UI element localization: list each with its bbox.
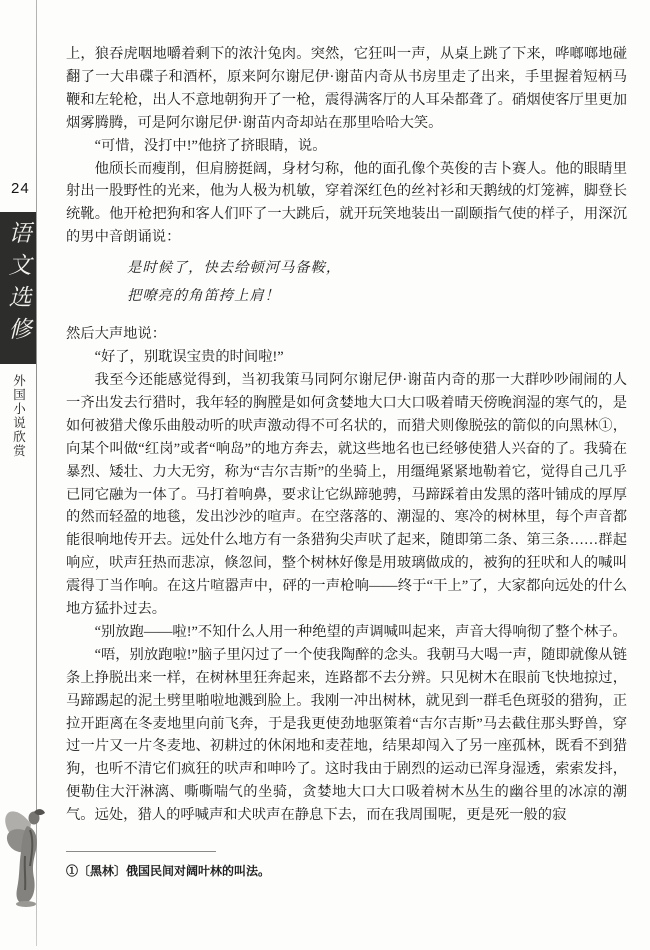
footnote-block [66,851,546,879]
paragraph: 然后大声地说： [66,326,167,343]
paragraph: “好了，别耽误宝贵的时间啦!” [94,349,284,366]
poem-line: 是时候了，快去给顿河马备鞍， [127,260,342,277]
poem-line: 把嘹亮的角笛挎上肩！ [127,288,280,305]
paragraph: 我至今还能感觉得到，当初我策马同阿尔谢尼伊·谢苗内奇的那一大群吵吵闹闹的人一齐出发去行猎时，我年轻的胸膛是如何贪婪地大口大口吸着晴天傍晚润湿的寒气的，是如何被猎犬像乐曲般动听的吠声激动得不可名状的，而猎犬则像脱弦的箭似的向黑林①，向某个叫做“红岗”或者“响岛”的地方奔去，就这些地名也已经够使猎人兴奋的了。我骑在暴烈、矮壮、力大无穷，称为“吉尔吉斯”的坐骑上，用缰绳紧紧地勒着它，觉得自己几乎已同它融为一体了。马打着响鼻，要求让它纵蹄驰骋，马蹄踩着由发黑的落叶铺成的厚厚的然而轻盈的地毯，发出沙沙的喧声。在空落落的、潮湿的、寒冷的树林里，每个声音都能很响地传开去。远处什么地方有一条猎狗尖声吠了起来，随即第二条、第三条……群起响应，吠声狂热而悲凉，倏忽间，整个树林好像是用玻璃做成的，被狗的狂吠和人的喊叫震得丁当作响。在这片喧嚣声中，砰的一声枪响——终于“干上”了，大家都向远处的什么地方猛扑过去。 [66,371,627,618]
paragraph: “唔，别放跑啦!”脑子里闪过了一个使我陶醉的念头。我朝马大喝一声，随即就像从链条上挣脱出来一样，在树林里狂奔起来，连路都不去分辨。只见树木在眼前飞快地掠过，马蹄踢起的泥土劈里啪啦地溅到脸上。我刚一冲出树林，就见到一群毛色斑驳的猎狗，正拉开距离在冬麦地里向前飞奔，于是我更使劲地驱策着“吉尔吉斯”马去截住那头野兽，穿过一片又一片冬麦地、初耕过的休闲地和麦茬地，结果却闯入了另一座孤林，既看不到猎狗，也听不清它们疯狂的吠声和呻吟了。这时我由于剧烈的运动已浑身湿透，索索发抖，便勒住大汗淋漓、嘶嘶喘气的坐骑，贪婪地大口大口吸着树木丛生的幽谷里的冰凉的潮气。远处，猎人的呼喊声和犬吠声在静息下去，而在我周围呢，更是死一般的寂 [66,646,627,824]
book-subtitle-text: 外国小说欣赏 [11,374,26,458]
book-subtitle [0,374,37,458]
angel-base [16,901,36,907]
paragraph: 上，狼吞虎咽地嚼着剩下的浓汁兔肉。突然，它狂叫一声，从桌上跳了下来，哗啷啷地碰翻了一大串碟子和酒杯，原来阿尔谢尼伊·谢苗内奇从书房里走了出来，手里握着短柄马鞭和左轮枪，出人不意地朝狗开了一枪，震得满客厅的人耳朵都聋了。硝烟使客厅里更加烟雾腾腾，可是阿尔谢尼伊·谢苗内奇却站在那里哈哈大笑。 [66,46,627,131]
sidebar-divider-line [36,0,37,946]
paragraph: 他颀长而瘦削，但肩膀挺阔，身材匀称，他的面孔像个英俊的吉卜赛人。他的眼睛里射出一股野性的光来，他为人极为机敏，穿着深红色的丝衬衫和天鹅绒的灯笼裤，脚登长统靴。他开枪把狗和客人们吓了一大跳后，就开玩笑地装出一副颐指气使的样子，用深沉的男中音朗诵说： [66,160,627,246]
angel-statue-image [1,806,55,908]
series-title-box [0,212,36,364]
paragraph: “可惜，没打中!”他挤了挤眼睛，说。 [94,137,327,154]
page-number: 24 [11,180,30,197]
series-title: 语文选修 [4,221,31,349]
footnote-text: ①〔黑林〕俄国民间对阔叶林的叫法。 [66,864,271,878]
footnote-divider [66,851,216,852]
main-text-column [66,43,627,827]
paragraph: “别放跑——啦!”不知什么人用一种绝望的声调喊叫起来，声音大得响彻了整个林子。 [94,623,627,640]
poem-block [127,254,627,310]
